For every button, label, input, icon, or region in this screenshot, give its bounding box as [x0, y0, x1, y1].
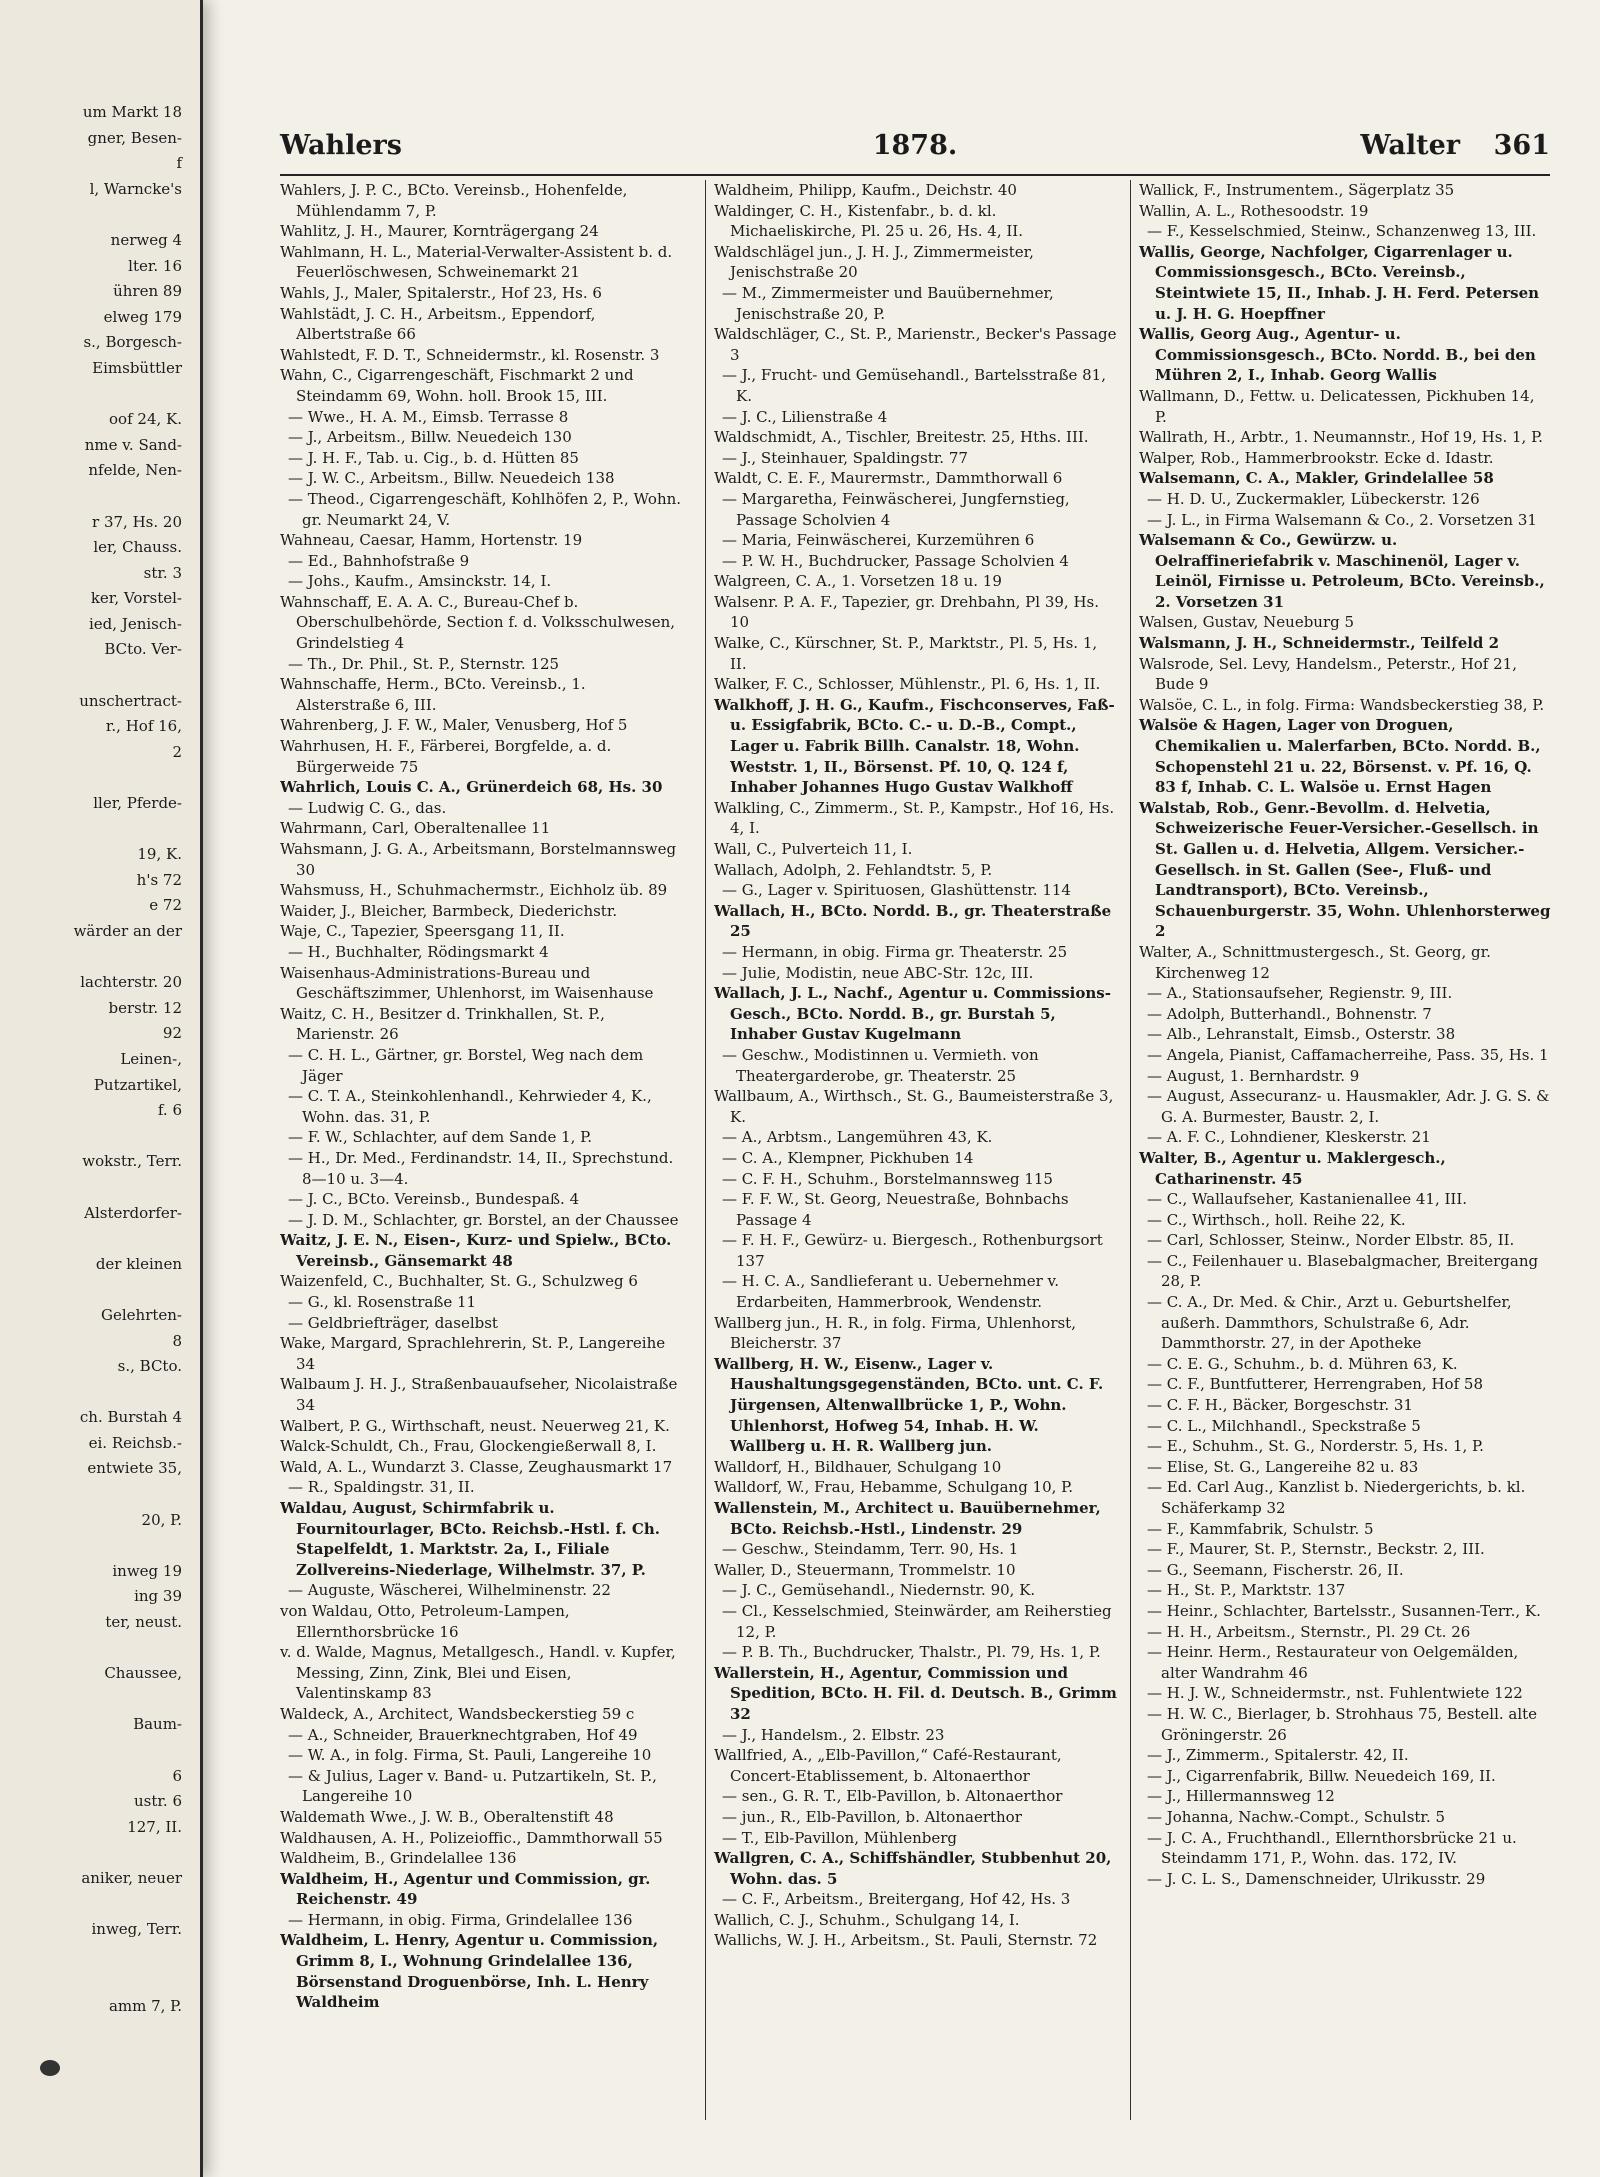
adjacent-page-line: ing 39 [134, 1587, 182, 1606]
adjacent-page-line: ei. Reichsb.- [88, 1433, 182, 1452]
adjacent-page-line [0, 765, 200, 791]
adjacent-page-line: elweg 179 [103, 307, 182, 326]
directory-entry: — A., Stationsaufseher, Regienstr. 9, III. [1147, 984, 1453, 1003]
adjacent-page-line: 92 [162, 1024, 182, 1043]
directory-entry: — Johs., Kaufm., Amsinckstr. 14, I. [288, 572, 552, 591]
directory-entry: — Alb., Lehranstalt, Eimsb., Osterstr. 38 [1147, 1025, 1456, 1044]
adjacent-page-line: Eimsbüttler [92, 358, 182, 377]
adjacent-page-line: 127, II. [127, 1817, 182, 1836]
directory-entry: Walgreen, C. A., 1. Vorsetzen 18 u. 19 [714, 572, 1002, 591]
directory-entry: — Adolph, Butterhandl., Bohnenstr. 7 [1147, 1004, 1432, 1023]
directory-entry: — F., Kesselschmied, Steinw., Schanzenweg 13, III. [1147, 222, 1537, 241]
directory-entry: Waldemath Wwe., J. W. B., Oberaltenstift 48 [280, 1807, 614, 1826]
directory-entry: — C., Feilenhauer u. Blasebalgmacher, Breitergang 28, P. [1147, 1251, 1539, 1291]
directory-entry: Walsemann, C. A., Makler, Grindelallee 58 [1139, 469, 1494, 488]
directory-entry: Wallberg, H. W., Eisenw., Lager v. Haushaltungsgegenständen, BCto. unt. C. F. Jürgensen, Altenwallbrücke 1, P., Wohn. Uhlenhorst, Hofweg 54, Inhab. H. W. Wallberg u. H. R. Wallberg jun. [714, 1354, 1104, 1456]
directory-entry: — C., Wirthsch., holl. Reihe 22, K. [1147, 1210, 1406, 1229]
directory-entry: — F. F. W., St. Georg, Neuestraße, Bohnbachs Passage 4 [722, 1190, 1069, 1229]
adjacent-page-line: entwiete 35, [87, 1459, 182, 1478]
directory-entry: Wallach, H., BCto. Nordd. B., gr. Theaterstraße 25 [714, 901, 1112, 941]
adjacent-page-line [0, 1840, 200, 1866]
directory-entry: — Elise, St. G., Langereihe 82 u. 83 [1147, 1457, 1419, 1476]
adjacent-page-line: nerweg 4 [110, 230, 182, 249]
adjacent-page-line: Putzartikel, [93, 1075, 182, 1094]
directory-entry: Wahn, C., Cigarrengeschäft, Fischmarkt 2 und Steindamm 69, Wohn. holl. Brook 15, III. [280, 366, 634, 405]
directory-entry: — F. H. F., Gewürz- u. Biergesch., Rothenburgsort 137 [722, 1231, 1103, 1270]
directory-entry: — J. C., Gemüsehandl., Niedernstr. 90, K. [722, 1581, 1036, 1600]
adjacent-page-line: 6 [172, 1766, 182, 1785]
directory-entry: Waisenhaus-Administrations-Bureau und Geschäftszimmer, Uhlenhorst, im Waisenhause [280, 963, 654, 1003]
directory-entry: — C., Wallaufseher, Kastanienallee 41, III. [1147, 1190, 1468, 1209]
adjacent-page-line: 19, K. [137, 845, 182, 864]
directory-entry: — Margaretha, Feinwäscherei, Jungfernstieg, Passage Scholvien 4 [722, 489, 1070, 529]
directory-entry: Wallgren, C. A., Schiffshändler, Stubbenhut 20, Wohn. das. 5 [714, 1849, 1112, 1888]
directory-column-1 [280, 180, 684, 2120]
adjacent-page-line: unschertract- [79, 691, 182, 710]
directory-entry: Walsenr. P. A. F., Tapezier, gr. Drehbahn, Pl 39, Hs. 10 [714, 592, 1100, 632]
directory-entry: — August, 1. Bernhardstr. 9 [1147, 1066, 1360, 1085]
directory-entry: Walsöe & Hagen, Lager von Droguen, Chemikalien u. Malerfarben, BCto. Nordd. B., Schopenstehl 21 u. 22, Börsenst. v. Pf. 16, Q. 83 f, Inhab. C. L. Walsöe u. Ernst Hagen [1139, 716, 1541, 797]
directory-entry: — Theod., Cigarrengeschäft, Kohlhöfen 2, P., Wohn. gr. Neumarkt 24, V. [288, 489, 682, 529]
directory-entry: Wahrlich, Louis C. A., Grünerdeich 68, Hs. 30 [280, 778, 663, 797]
directory-entry: — H., Buchhalter, Rödingsmarkt 4 [288, 942, 549, 961]
directory-entry: — J., Cigarrenfabrik, Billw. Neuedeich 169, II. [1147, 1766, 1496, 1785]
adjacent-page-line [0, 382, 200, 408]
directory-entry: — G., Seemann, Fischerstr. 26, II. [1147, 1560, 1404, 1579]
directory-entry: Waldschlägel jun., J. H. J., Zimmermeister, Jenischstraße 20 [714, 242, 1034, 282]
directory-entry: Wallis, Georg Aug., Agentur- u. Commissionsgesch., BCto. Nordd. B., bei den Mühren 2, I., Inhab. Georg Wallis [1139, 325, 1536, 385]
directory-entry: — J. C., Lilienstraße 4 [722, 407, 888, 426]
directory-entry: — J. H. F., Tab. u. Cig., b. d. Hütten 85 [288, 448, 579, 467]
directory-entry: Waldheim, B., Grindelallee 136 [280, 1849, 517, 1868]
adjacent-page-line: ustr. 6 [134, 1792, 182, 1811]
adjacent-page-line [0, 1738, 200, 1764]
directory-entry: — Heinr. Herm., Restaurateur von Oelgemälden, alter Wandrahm 46 [1147, 1643, 1519, 1682]
directory-entry: — J., Frucht- und Gemüsehandl., Bartelsstraße 81, K. [722, 366, 1106, 405]
directory-entry: Walkhoff, J. H. G., Kaufm., Fischconserves, Faß- u. Essigfabrik, BCto. C.- u. D.-B., Compt., Lager u. Fabrik Billh. Canalstr. 18, Wohn. Weststr. 1, II., Börsenst. Pf. 10, Q. 124 f, Inhaber Johannes Hugo Gustav Walkhoff [714, 695, 1115, 797]
directory-entry: Wallenstein, M., Architect u. Bauübernehmer, BCto. Reichsb.-Hstl., Lindenstr. 29 [714, 1499, 1101, 1538]
directory-entry: Walbaum J. H. J., Straßenbauaufseher, Nicolaistraße 34 [280, 1375, 678, 1415]
adjacent-page-line [0, 663, 200, 689]
adjacent-page-line: oof 24, K. [109, 410, 182, 429]
directory-entry: — C. F. H., Bäcker, Borgeschstr. 31 [1147, 1396, 1413, 1415]
adjacent-page-line: Alsterdorfer- [84, 1203, 182, 1222]
directory-entry: Walsen, Gustav, Neueburg 5 [1139, 613, 1355, 632]
directory-entry: Wahneau, Caesar, Hamm, Hortenstr. 19 [280, 531, 583, 550]
directory-entry: Waizenfeld, C., Buchhalter, St. G., Schulzweg 6 [280, 1272, 638, 1291]
directory-entry: Waldau, August, Schirmfabrik u. Fournitourlager, BCto. Reichsb.-Hstl. f. Ch. Stapelfeldt, 1. Marktstr. 2a, I., Filiale Zollvereins-Niederlage, Wilhelmstr. 37, P. [280, 1499, 660, 1579]
directory-entry: — C. H. L., Gärtner, gr. Borstel, Weg nach dem Jäger [288, 1045, 644, 1085]
directory-entry: — J., Handelsm., 2. Elbstr. 23 [722, 1725, 945, 1744]
directory-entry: Waldt, C. E. F., Maurermstr., Dammthorwall 6 [714, 469, 1063, 488]
directory-entry: — Geldbriefträger, daselbst [288, 1313, 498, 1332]
directory-entry: Wallach, J. L., Nachf., Agentur u. Commissions-Gesch., BCto. Nordd. B., gr. Burstah 5, Inhaber Gustav Kugelmann [714, 984, 1111, 1044]
directory-entry: — & Julius, Lager v. Band- u. Putzartikeln, St. P., Langereihe 10 [288, 1766, 657, 1806]
directory-entry: — Hermann, in obig. Firma, Grindelallee 136 [288, 1910, 633, 1929]
adjacent-page-line [0, 1892, 200, 1918]
directory-entry: Waider, J., Bleicher, Barmbeck, Diederichstr. [280, 901, 618, 920]
page-header [280, 130, 1550, 174]
directory-entry: — F., Maurer, St. P., Sternstr., Beckstr. 2, III. [1147, 1540, 1485, 1559]
directory-entry: Waitz, C. H., Besitzer d. Trinkhallen, St. P., Marienstr. 26 [280, 1004, 605, 1044]
directory-entry: Walstab, Rob., Genr.-Bevollm. d. Helvetia, Schweizerische Feuer-Versicher.-Gesellsch. in St. Gallen u. d. Helvetia, Allgem. Versicher.-Gesellsch. in St. Gallen (See-, Fluß- und Landtransport), BCto. Vereinsb., Schauenburgerstr. 35, Wohn. Uhlenhorsterweg 2 [1139, 798, 1551, 941]
directory-entry: — Ludwig C. G., das. [288, 798, 447, 817]
adjacent-page-line: 2 [172, 742, 182, 761]
adjacent-page-line: ter, neust. [105, 1613, 182, 1632]
adjacent-page-line: 8 [172, 1331, 182, 1350]
directory-entry: — J., Hillermannsweg 12 [1147, 1787, 1335, 1806]
adjacent-page-line: s., Borgesch- [83, 333, 182, 352]
adjacent-page-line: BCto. Ver- [104, 640, 182, 659]
directory-entry: Wahrhusen, H. F., Färberei, Borgfelde, a. d. Bürgerweide 75 [280, 737, 612, 776]
directory-entry: Wallin, A. L., Rothesoodstr. 19 [1139, 201, 1369, 220]
adjacent-page-line: h's 72 [136, 870, 182, 889]
directory-entry: Wahlitz, J. H., Maurer, Kornträgergang 24 [280, 222, 599, 241]
directory-entry: Waller, D., Steuermann, Trommelstr. 10 [714, 1560, 1016, 1579]
directory-entry: Walter, A., Schnittmustergesch., St. Georg, gr. Kirchenweg 12 [1139, 942, 1491, 982]
ink-blot [40, 2060, 60, 2076]
adjacent-page-line [0, 202, 200, 228]
directory-entry: Wahsmann, J. G. A., Arbeitsmann, Borstelmannsweg 30 [280, 840, 677, 879]
adjacent-page-line: lter. 16 [128, 256, 182, 275]
directory-entry: Walsmann, J. H., Schneidermstr., Teilfeld 2 [1139, 634, 1500, 653]
adjacent-page-edge [0, 0, 203, 2177]
directory-entry: — H. H., Arbeitsm., Sternstr., Pl. 29 Ct. 26 [1147, 1622, 1471, 1641]
directory-entry: Waldheim, Philipp, Kaufm., Deichstr. 40 [714, 181, 1017, 199]
header-last-name: Walter [1360, 130, 1460, 161]
directory-entry: v. d. Walde, Magnus, Metallgesch., Handl. v. Kupfer, Messing, Zinn, Zink, Blei und Eisen, Valentinskamp 83 [280, 1643, 676, 1703]
directory-entry: — A., Schneider, Brauerknechtgraben, Hof 49 [288, 1725, 638, 1744]
adjacent-page-line: aniker, neuer [81, 1868, 182, 1887]
adjacent-page-line: ker, Vorstel- [90, 589, 182, 608]
adjacent-page-line: gner, Besen- [87, 128, 182, 147]
directory-entry: Wallfried, A., „Elb-Pavillon,“ Café-Restaurant, Concert-Etablissement, b. Altonaerthor [714, 1746, 1062, 1785]
directory-entry: — Geschw., Steindamm, Terr. 90, Hs. 1 [722, 1540, 1019, 1559]
adjacent-page-line: f. 6 [157, 1101, 182, 1120]
directory-entry: Waldschläger, C., St. P., Marienstr., Becker's Passage 3 [714, 325, 1117, 364]
adjacent-page-line: 20, P. [141, 1510, 182, 1529]
directory-entry: — Angela, Pianist, Caffamacherreihe, Pass. 35, Hs. 1 [1147, 1045, 1549, 1064]
directory-entry: — C. F., Arbeitsm., Breitergang, Hof 42, Hs. 3 [722, 1890, 1071, 1909]
directory-entry: — H. C. A., Sandlieferant u. Uebernehmer v. Erdarbeiten, Hammerbrook, Wendenstr. [722, 1272, 1060, 1312]
adjacent-page-line: Chaussee, [104, 1664, 182, 1683]
adjacent-page-line: e 72 [149, 896, 182, 915]
directory-entry: Walck-Schuldt, Ch., Frau, Glockengießerwall 8, I. [280, 1437, 657, 1456]
directory-entry: — A., Arbtsm., Langemühren 43, K. [722, 1128, 993, 1147]
adjacent-page-line: Gelehrten- [101, 1305, 182, 1324]
adjacent-page-line: f [176, 154, 182, 173]
directory-entry: — P. W. H., Buchdrucker, Passage Scholvien 4 [722, 551, 1069, 570]
directory-entry: von Waldau, Otto, Petroleum-Lampen, Ellernthorsbrücke 16 [280, 1601, 570, 1641]
directory-entry: Waje, C., Tapezier, Speersgang 11, II. [280, 922, 565, 941]
directory-entry: — H., Dr. Med., Ferdinandstr. 14, II., Sprechstund. 8—10 u. 3—4. [288, 1148, 674, 1188]
adjacent-page-line: ühren 89 [113, 282, 182, 301]
directory-entry: Wahlmann, H. L., Material-Verwalter-Assistent b. d. Feuerlöschwesen, Schweinemarkt 21 [280, 242, 673, 282]
directory-entry: — C. L., Milchhandl., Speckstraße 5 [1147, 1416, 1421, 1435]
directory-entry: Wahrmann, Carl, Oberaltenallee 11 [280, 819, 551, 838]
directory-entry: Waldheim, H., Agentur und Commission, gr. Reichenstr. 49 [280, 1869, 651, 1909]
adjacent-page-line: lachterstr. 20 [80, 973, 182, 992]
directory-entry: Waldhausen, A. H., Polizeioffic., Dammthorwall 55 [280, 1828, 663, 1847]
adjacent-page-line: nme v. Sand- [84, 435, 182, 454]
directory-entry: — G., Lager v. Spirituosen, Glashüttenstr. 114 [722, 881, 1071, 900]
directory-column-3 [1130, 180, 1551, 2120]
directory-entry: Wahlstedt, F. D. T., Schneidermstr., kl. Rosenstr. 3 [280, 345, 660, 364]
directory-entry: — Th., Dr. Phil., St. P., Sternstr. 125 [288, 654, 560, 673]
directory-entry: — W. A., in folg. Firma, St. Pauli, Langereihe 10 [288, 1746, 652, 1765]
directory-entry: Wallis, George, Nachfolger, Cigarrenlager u. Commissionsgesch., BCto. Vereinsb., Steintwiete 15, II., Inhab. J. H. Ferd. Petersen u. J. H. G. Hoepffner [1139, 242, 1540, 323]
adjacent-page-text [0, 0, 200, 2020]
adjacent-page-line [0, 1533, 200, 1559]
directory-entry: Wall, C., Pulverteich 11, I. [714, 840, 913, 858]
directory-entry: Walsemann & Co., Gewürzw. u. Oelraffineriefabrik v. Maschinenöl, Lager v. Leinöl, Firnisse u. Petroleum, BCto. Vereinsb., 2. Vorsetzen 31 [1139, 531, 1545, 611]
directory-entry: Wahlers, J. P. C., BCto. Vereinsb., Hohenfelde, Mühlendamm 7, P. [280, 181, 628, 220]
directory-entry: — M., Zimmermeister und Bauübernehmer, Jenischstraße 20, P. [722, 283, 1054, 323]
adjacent-page-line [0, 1687, 200, 1713]
adjacent-page-line: ch. Burstah 4 [79, 1408, 182, 1427]
directory-entry: Wallach, Adolph, 2. Fehlandtstr. 5, P. [714, 860, 993, 879]
directory-entry: — Cl., Kesselschmied, Steinwärder, am Reiherstieg 12, P. [722, 1601, 1112, 1641]
adjacent-page-line [0, 1943, 200, 1969]
adjacent-page-line [0, 1482, 200, 1508]
adjacent-page-line [0, 1968, 200, 1994]
adjacent-page-line [0, 1175, 200, 1201]
adjacent-page-line: wokstr., Terr. [82, 1152, 182, 1171]
directory-entry: — J. W. C., Arbeitsm., Billw. Neuedeich 138 [288, 469, 615, 488]
adjacent-page-line: str. 3 [143, 563, 182, 582]
directory-entry: Walke, C., Kürschner, St. P., Marktstr., Pl. 5, Hs. 1, II. [714, 634, 1098, 673]
directory-entry: — Heinr., Schlachter, Bartelsstr., Susannen-Terr., K. [1147, 1601, 1541, 1620]
directory-entry: Waldheim, L. Henry, Agentur u. Commission, Grimm 8, I., Wohnung Grindelallee 136, Börsenstand Droguenbörse, Inh. L. Henry Waldheim [280, 1931, 659, 2012]
adjacent-page-line: um Markt 18 [82, 103, 182, 121]
directory-entry: — H., St. P., Marktstr. 137 [1147, 1581, 1346, 1600]
adjacent-page-line [0, 484, 200, 510]
directory-entry: — P. B. Th., Buchdrucker, Thalstr., Pl. 79, Hs. 1, P. [722, 1643, 1101, 1662]
directory-entry: — C. A., Klempner, Pickhuben 14 [722, 1148, 974, 1167]
directory-column-2 [705, 180, 1118, 2120]
directory-entry: — C. T. A., Steinkohlenhandl., Kehrwieder 4, K., Wohn. das. 31, P. [288, 1087, 652, 1126]
adjacent-page-line: inweg, Terr. [91, 1920, 182, 1939]
adjacent-page-line: l, Warncke's [89, 179, 182, 198]
adjacent-page-line: ller, Pferde- [93, 794, 182, 813]
directory-entry: Wallmann, D., Fettw. u. Delicatessen, Pickhuben 14, P. [1139, 386, 1535, 426]
directory-entry: Waldinger, C. H., Kistenfabr., b. d. kl. Michaeliskirche, Pl. 25 u. 26, Hs. 4, II. [714, 201, 1023, 241]
directory-entry: — J., Arbeitsm., Billw. Neuedeich 130 [288, 428, 572, 447]
directory-entry: — Johanna, Nachw.-Compt., Schulstr. 5 [1147, 1807, 1446, 1826]
directory-entry: Wahsmuss, H., Schuhmachermstr., Eichholz üb. 89 [280, 881, 668, 900]
directory-entry: — Ed. Carl Aug., Kanzlist b. Niedergerichts, b. kl. Schäferkamp 32 [1147, 1478, 1526, 1517]
directory-entry: Walper, Rob., Hammerbrookstr. Ecke d. Idastr. [1139, 448, 1494, 467]
adjacent-page-line: amm 7, P. [108, 1996, 182, 2015]
adjacent-page-line: r 37, Hs. 20 [92, 512, 182, 531]
directory-entry: Walker, F. C., Schlosser, Mühlenstr., Pl. 6, Hs. 1, II. [714, 675, 1101, 694]
directory-entry: Wald, A. L., Wundarzt 3. Classe, Zeughausmarkt 17 [280, 1457, 673, 1476]
directory-entry: — R., Spaldingstr. 31, II. [288, 1478, 475, 1497]
adjacent-page-line [0, 945, 200, 971]
directory-entry: — J. L., in Firma Walsemann & Co., 2. Vorsetzen 31 [1147, 510, 1537, 529]
directory-entry: — sen., G. R. T., Elb-Pavillon, b. Altonaerthor [722, 1787, 1063, 1806]
directory-entry: — Carl, Schlosser, Steinw., Norder Elbstr. 85, II. [1147, 1231, 1515, 1250]
directory-entry: — H. J. W., Schneidermstr., nst. Fuhlentwiete 122 [1147, 1684, 1523, 1703]
directory-entry: — Auguste, Wäscherei, Wilhelminenstr. 22 [288, 1581, 611, 1600]
directory-entry: — E., Schuhm., St. G., Norderstr. 5, Hs. 1, P. [1147, 1437, 1484, 1456]
directory-entry: — T., Elb-Pavillon, Mühlenberg [722, 1828, 958, 1847]
directory-entry: — C. A., Dr. Med. & Chir., Arzt u. Geburtshelfer, außerh. Dammthors, Schulstraße 6, Adr. Dammthorstr. 27, in der Apotheke [1147, 1293, 1512, 1353]
directory-entry: — J. C. A., Fruchthandl., Ellernthorsbrücke 21 u. Steindamm 171, P., Wohn. das. 172, IV. [1147, 1828, 1517, 1868]
directory-entry: Wahnschaff, E. A. A. C., Bureau-Chef b. Oberschulbehörde, Section f. d. Volksschulwesen, Grindelstieg 4 [280, 592, 676, 653]
directory-entry: — G., kl. Rosenstraße 11 [288, 1293, 477, 1312]
directory-entry: Waitz, J. E. N., Eisen-, Kurz- und Spielw., BCto. Vereinsb., Gänsemarkt 48 [280, 1231, 672, 1270]
adjacent-page-line [0, 817, 200, 843]
directory-entry: — C. F., Buntfutterer, Herrengraben, Hof 58 [1147, 1375, 1483, 1394]
directory-entry: Walsöe, C. L., in folg. Firma: Wandsbeckerstieg 38, P. [1139, 695, 1545, 714]
header-rule [280, 174, 1550, 176]
directory-entry: — Maria, Feinwäscherei, Kurzemühren 6 [722, 531, 1035, 550]
directory-entry: — Ed., Bahnhofstraße 9 [288, 551, 470, 570]
directory-entry: Walter, B., Agentur u. Maklergesch., Catharinenstr. 45 [1139, 1148, 1446, 1188]
directory-entry: Wahlstädt, J. C. H., Arbeitsm., Eppendorf, Albertstraße 66 [280, 304, 596, 344]
directory-entry: — jun., R., Elb-Pavillon, b. Altonaerthor [722, 1807, 1022, 1826]
directory-page [210, 0, 1600, 2177]
adjacent-page-line: Leinen-, [120, 1049, 182, 1068]
page-number: 361 [1493, 130, 1550, 161]
directory-entry: — J. D. M., Schlachter, gr. Borstel, an der Chaussee [288, 1210, 679, 1229]
adjacent-page-line: ied, Jenisch- [89, 614, 182, 633]
directory-entry: — J., Zimmerm., Spitalerstr. 42, II. [1147, 1746, 1409, 1765]
directory-entry: Waldeck, A., Architect, Wandsbeckerstieg 59 c [280, 1704, 635, 1723]
directory-entry: — J., Steinhauer, Spaldingstr. 77 [722, 448, 968, 467]
directory-entry: — Julie, Modistin, neue ABC-Str. 12c, III. [722, 963, 1034, 982]
directory-entry: Wallichs, W. J. H., Arbeitsm., St. Pauli, Sternstr. 72 [714, 1931, 1098, 1950]
adjacent-page-line [0, 1380, 200, 1406]
directory-entry: — F. W., Schlachter, auf dem Sande 1, P. [288, 1128, 592, 1147]
directory-entry: Walbert, P. G., Wirthschaft, neust. Neuerweg 21, K. [280, 1416, 670, 1435]
adjacent-page-line: Baum- [133, 1715, 182, 1734]
directory-entry: Wahnschaffe, Herm., BCto. Vereinsb., 1. Alsterstraße 6, III. [280, 675, 586, 714]
directory-entry: Wallerstein, H., Agentur, Commission und Spedition, BCto. H. Fil. d. Deutsch. B., Grimm 32 [714, 1663, 1117, 1723]
header-year: 1878. [872, 130, 958, 161]
directory-entry: — F., Kammfabrik, Schulstr. 5 [1147, 1519, 1374, 1538]
adjacent-page-line [0, 1124, 200, 1150]
directory-entry: Walldorf, H., Bildhauer, Schulgang 10 [714, 1457, 1002, 1476]
directory-entry: Wallberg jun., H. R., in folg. Firma, Uhlenhorst, Bleicherstr. 37 [714, 1313, 1076, 1353]
adjacent-page-line [0, 1226, 200, 1252]
directory-entry: — Wwe., H. A. M., Eimsb. Terrasse 8 [288, 407, 569, 426]
directory-entry: — Geschw., Modistinnen u. Vermieth. von Theatergarderobe, gr. Theaterstr. 25 [722, 1045, 1039, 1085]
adjacent-page-line: inweg 19 [112, 1561, 182, 1580]
adjacent-page-line: der kleinen [95, 1254, 182, 1273]
directory-entry: — August, Assecuranz- u. Hausmakler, Adr. J. G. S. & G. A. Burmester, Baustr. 2, I. [1147, 1087, 1550, 1126]
directory-entry: Walkling, C., Zimmerm., St. P., Kampstr., Hof 16, Hs. 4, I. [714, 798, 1115, 838]
directory-entry: Wallich, C. J., Schuhm., Schulgang 14, I. [714, 1910, 1020, 1929]
adjacent-page-line [0, 1636, 200, 1662]
directory-entry: Wallick, F., Instrumentem., Sägerplatz 35 [1139, 181, 1455, 199]
adjacent-page-line: s., BCto. [117, 1357, 182, 1376]
directory-entry: — H. D. U., Zuckermakler, Lübeckerstr. 126 [1147, 489, 1480, 508]
directory-entry: Waldschmidt, A., Tischler, Breitestr. 25, Hths. III. [714, 428, 1089, 447]
header-first-name: Wahlers [280, 130, 402, 161]
adjacent-page-line: ler, Chauss. [93, 538, 182, 557]
directory-entry: — C. E. G., Schuhm., b. d. Mühren 63, K. [1147, 1354, 1458, 1373]
directory-entry: — A. F. C., Lohndiener, Kleskerstr. 21 [1147, 1128, 1431, 1147]
directory-entry: — Hermann, in obig. Firma gr. Theaterstr. 25 [722, 942, 1068, 961]
directory-entry: Walsrode, Sel. Levy, Handelsm., Peterstr., Hof 21, Bude 9 [1139, 654, 1517, 694]
adjacent-page-line: wärder an der [73, 922, 182, 940]
adjacent-page-line [0, 1277, 200, 1303]
adjacent-page-line: nfelde, Nen- [88, 461, 182, 480]
directory-entry: Wahls, J., Maler, Spitalerstr., Hof 23, Hs. 6 [280, 283, 602, 302]
directory-entry: Wake, Margard, Sprachlehrerin, St. P., Langereihe 34 [280, 1334, 666, 1373]
directory-entry: — H. W. C., Bierlager, b. Strohhaus 75, Bestell. alte Gröningerstr. 26 [1147, 1704, 1538, 1744]
adjacent-page-line: berstr. 12 [108, 998, 182, 1017]
directory-entry: Wahrenberg, J. F. W., Maler, Venusberg, Hof 5 [280, 716, 628, 735]
directory-entry: Wallrath, H., Arbtr., 1. Neumannstr., Hof 19, Hs. 1, P. [1139, 428, 1543, 447]
directory-entry: — J. C., BCto. Vereinsb., Bundespaß. 4 [288, 1190, 580, 1209]
directory-entry: — J. C. L. S., Damenschneider, Ulrikusstr. 29 [1147, 1869, 1486, 1888]
directory-entry: Walldorf, W., Frau, Hebamme, Schulgang 10, P. [714, 1478, 1074, 1497]
directory-entry: Wallbaum, A., Wirthsch., St. G., Baumeisterstraße 3, K. [714, 1087, 1114, 1126]
directory-entry: — C. F. H., Schuhm., Borstelmannsweg 115 [722, 1169, 1053, 1188]
adjacent-page-line: r., Hof 16, [105, 717, 182, 736]
